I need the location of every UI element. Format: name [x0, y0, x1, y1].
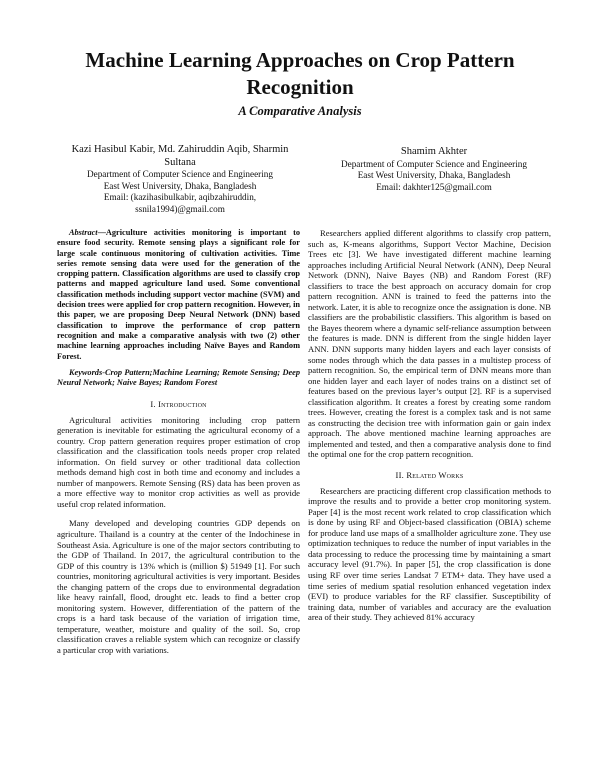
- section-heading-introduction: I. Introduction: [150, 398, 207, 409]
- paper-subtitle: A Comparative Analysis: [238, 104, 362, 118]
- author-names: Kazi Hasibul Kabir, Md. Zahiruddin Aqib, Sharmin Sultana: [71, 144, 289, 168]
- introduction-paragraph-1: Agricultural activities monitoring including crop pattern generation is inevitable for estimating the agricultural economy of a country. Crop pattern generation requires proper estimation of crop classification and the classification tools needs proper crop related information. On field survey or other traditional data collection methods demand high cost in both time and economy and includes a number of manpowers. Remote Sensing (RS) data has been proven as a more effective way to monitor crop activities as well as provide useful crop related information.: [57, 414, 300, 509]
- author-university: East West University, Dhaka, Bangladesh: [357, 170, 511, 181]
- abstract: [57, 228, 300, 362]
- abstract-lead: Abstract: [69, 228, 98, 237]
- introduction-paragraph-2: Many developed and developing countries GDP depends on agriculture. Thailand is a country at the center of the Indochinese in Southeast Asia. Agriculture is one of the major sectors contributing to the GDP of Thailand. In 2017, the agricultural contribution to the GDP of this country is 13% which is (million $) 51949 [1]. For such countries, monitoring agricultural activities is very important. Besides the changing pattern of the crops due to environmental degradation like heavy rainfall, flood, drought etc. leads to find a better crop monitoring system. However, differentiation of the pattern of the crops is a hard task because of the variation of irrigation time, temperature, weather, moisture and quality of the soil. So, crop classification craves a reliable system which can recognize or classify a particular crop with variations.: [57, 518, 300, 655]
- author-block-1: [60, 144, 300, 215]
- related-works-paragraph-1: Researchers are practicing different crop classification methods to improve the results and to provide a better crop monitoring system. Paper [4] is the most recent work related to crop classification which is done by using RF and Object-based classification (OBIA) scheme for produce land use maps of a smallholder agriculture zone. They use optimization techniques to reduce the number of input variables in the data processing to reduce the processing time by maintaining a smart accuracy level (91.7%). In paper [5], the crop classification is done using RF over time series Landsat 7 ETM+ data. They have used a time series of medium spatial resolution enhanced vegetation index (EVI) to produce variables for the RF classifier. Susceptibility of training data, number of variables and accuracy are the evaluation area of their study. They achieved 81% accuracy: [308, 485, 551, 623]
- abstract-text: —Agriculture activities monitoring is important to ensure food security. Remote sensing plays a significant role for large scale continuous monitoring of cultivation activities. Time series remote sensing data were used for the generation of the cropping pattern. Classification algorithms are used to classify crop patterns and mapped agriculture land used. Some conventional classification methods including support vector machine (SVM) and decision trees were applied for crop pattern recognition. However, in this paper, we are proposing Deep Neural Network (DNN) based classification to improve the performance of crop pattern recognition and make a comparative analysis with two (2) other machine learning approaches including Naïve Bayes and Random Forest.: [57, 228, 300, 361]
- keywords: Keywords-Crop Pattern;Machine Learning; Remote Sensing; Deep Neural Network; Naive Bayes; Random Forest: [57, 367, 300, 388]
- paper-title: Machine Learning Approaches on Crop Pattern Recognition: [85, 48, 515, 99]
- author-department: Department of Computer Science and Engineering: [341, 158, 527, 169]
- right-column: [308, 228, 551, 623]
- section-heading-related-works: II. Related Works: [395, 470, 464, 481]
- author-block-2: [318, 146, 550, 193]
- author-email: Email: (kazihasibulkabir, aqibzahiruddin, ssnila1994)@gmail.com: [103, 192, 257, 214]
- author-university: East West University, Dhaka, Bangladesh: [103, 180, 257, 191]
- author-email: Email: dakhter125@gmail.com: [376, 181, 492, 192]
- author-names: Shamim Akhter: [400, 146, 468, 157]
- author-department: Department of Computer Science and Engineering: [87, 169, 273, 179]
- introduction-paragraph-3: Researchers applied different algorithms to classify crop pattern, such as, K-means algorithms, Support Vector Machine, Decision Trees etc [3]. We have investigated different machine learning approaches including Artificial Neural Network (ANN), Deep Neural Network (DNN), Naive Bayes (NB) and Random Forest (RF) classifiers to trace the best approach on accuracy domain for crop pattern recognition. ANN is trained to feed the patterns into the network. Later, it is able to recognize once the assignation is done. NB classifiers are the probabilistic classifiers. This algorithm is based on the Bayes theorem where a dynamic self-reliance assumption between the features is made. DNN is different from the single hidden layer ANN. DNN supports many hidden layers and each layer consists of some nodes through which the data passes in a multistep process of pattern recognition. So, the empirical term of DNN means more than one hidden layer and each layer of nodes trains on a distinct set of features based on the previous layer’s output [2]. RF is a supervised classification algorithm. It creates a forest by creating some random trees. However, creating the forest is a complex task and is not same as constructing the decision tree with information gain or gain index approach. The above mentioned machine learning approaches are implemented and tested, and then a comparative analysis done to find the optimal one for the crop pattern recognition.: [308, 228, 551, 460]
- left-column: [57, 228, 300, 656]
